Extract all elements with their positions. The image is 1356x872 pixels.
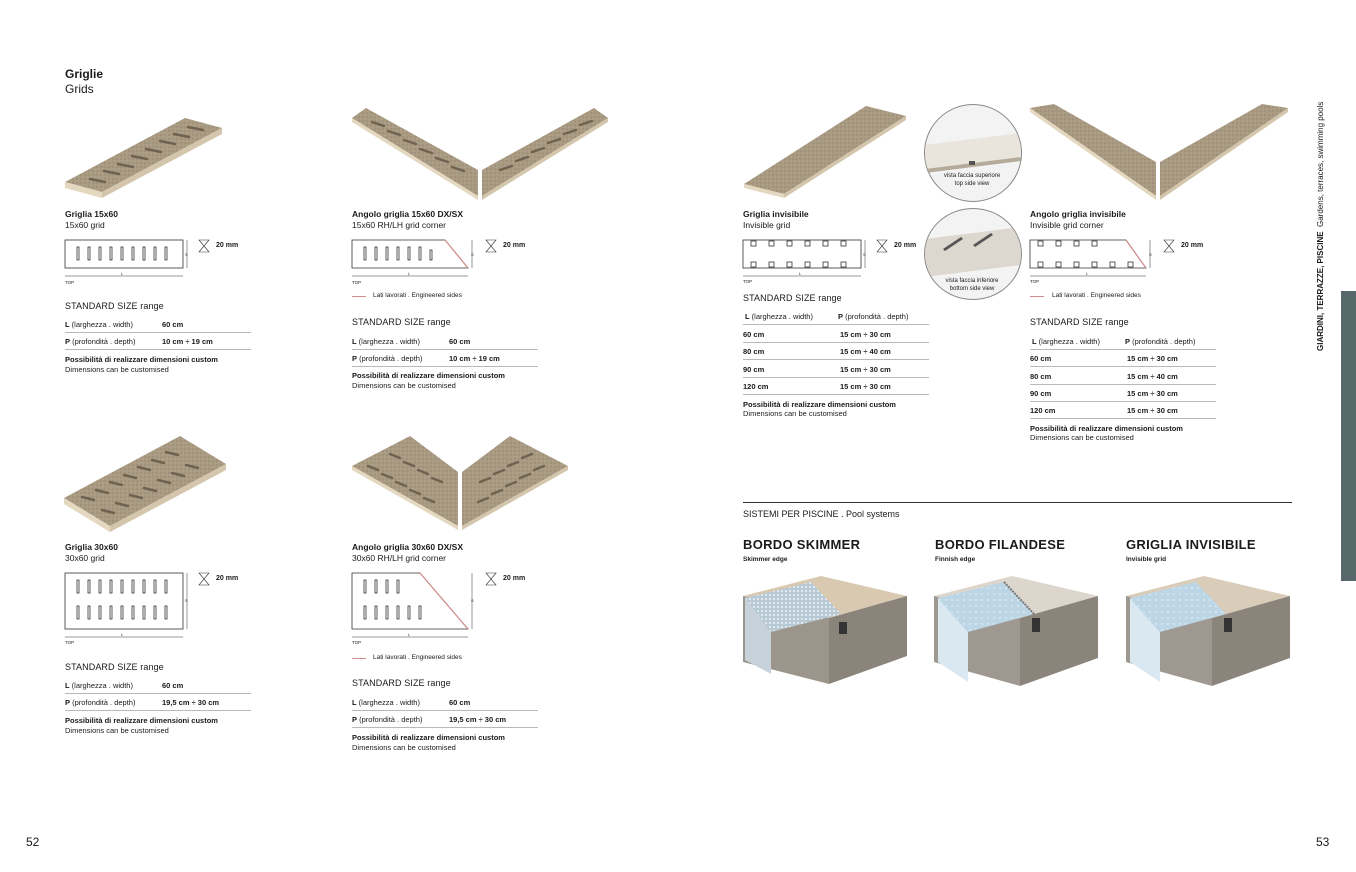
corner-30x60-image <box>350 434 572 534</box>
section-subtitle: Grids <box>65 82 94 96</box>
p2-sub: 15x60 RH/LH grid corner <box>352 220 447 230</box>
bottom-view-en: bottom side view <box>949 286 995 292</box>
p3-depth-value: 19,5 cm ÷ 30 cm <box>162 698 220 707</box>
p4-top-label: TOP <box>352 640 362 645</box>
p1-width-value: 60 cm <box>162 320 184 329</box>
p6-header-width: (larghezza . width) <box>1036 337 1100 346</box>
p6-engineered-mark <box>1030 296 1044 297</box>
p2-l-label: L <box>408 271 411 276</box>
table-row <box>1030 404 1216 419</box>
bottom-view-it: vista faccia inferiore <box>945 278 999 284</box>
finnish-edge-image <box>932 574 1102 690</box>
p3-row-width <box>65 679 251 694</box>
p6-r2-depth: 15 cm ÷ 40 cm <box>1127 372 1178 381</box>
table-row <box>743 380 929 395</box>
pool-divider <box>743 502 1292 503</box>
p1-width-label: (larghezza . width) <box>69 320 133 329</box>
p1-depth-value: 10 cm ÷ 19 cm <box>162 337 213 346</box>
invisible-grid-pool-image <box>1124 574 1294 690</box>
p5-r1-depth: 15 cm ÷ 30 cm <box>840 330 891 339</box>
p4-depth-key: P <box>352 715 358 724</box>
p5-note-it: Possibilità di realizzare dimensioni custom <box>743 400 896 409</box>
table-row <box>743 363 929 378</box>
side-tab <box>1341 291 1356 581</box>
p4-width-key: L <box>352 698 357 707</box>
p2-s-label: S <box>471 252 474 257</box>
p2-std-size: STANDARD SIZE range <box>352 317 451 327</box>
p2-note-it: Possibilità di realizzare dimensioni custom <box>352 371 505 380</box>
p2-thickness: 20 mm <box>503 242 526 249</box>
p5-header-depth: (profondità . depth) <box>843 312 909 321</box>
pool-item-3-sub: Invisible grid <box>1126 556 1167 563</box>
p3-sub: 30x60 grid <box>65 553 105 563</box>
p6-s-label: S <box>1149 252 1152 257</box>
p1-note-en: Dimensions can be customised <box>65 365 169 374</box>
skimmer-edge-image <box>741 574 911 686</box>
p6-header-width-key: L <box>1032 337 1037 346</box>
p4-row-width <box>352 696 538 711</box>
table-row <box>743 328 929 343</box>
p4-s-label: S <box>471 598 474 603</box>
p3-thickness: 20 mm <box>216 575 239 582</box>
table-row <box>1030 387 1216 402</box>
p6-top-label: TOP <box>1030 279 1040 284</box>
grid-15x60-image <box>60 110 230 200</box>
p2-row-width <box>352 335 538 350</box>
p6-r3-depth: 15 cm ÷ 30 cm <box>1127 389 1178 398</box>
p5-name: Griglia invisibile <box>743 209 809 219</box>
p5-top-label: TOP <box>743 279 753 284</box>
pool-item-1-sub: Skimmer edge <box>743 556 788 563</box>
p1-name: Griglia 15x60 <box>65 209 118 219</box>
pool-item-3-title: GRIGLIA INVISIBILE <box>1126 537 1256 552</box>
p6-thickness: 20 mm <box>1181 242 1204 249</box>
p5-header-width-key: L <box>745 312 750 321</box>
p6-r1-width: 60 cm <box>1030 354 1052 363</box>
p3-row-depth <box>65 696 251 711</box>
p1-note-it: Possibilità di realizzare dimensioni custom <box>65 355 218 364</box>
p6-r4-width: 120 cm <box>1030 406 1056 415</box>
p5-r2-depth: 15 cm ÷ 40 cm <box>840 347 891 356</box>
p5-note-en: Dimensions can be customised <box>743 409 847 418</box>
p4-name: Angolo griglia 30x60 DX/SX <box>352 542 464 552</box>
p3-note-en: Dimensions can be customised <box>65 726 169 735</box>
p3-width-label: (larghezza . width) <box>69 681 133 690</box>
p4-std-size: STANDARD SIZE range <box>352 678 451 688</box>
p5-r1-width: 60 cm <box>743 330 765 339</box>
p6-r4-depth: 15 cm ÷ 30 cm <box>1127 406 1178 415</box>
p6-l-label: L <box>1086 271 1089 276</box>
p2-width-value: 60 cm <box>449 337 471 346</box>
p2-depth-key: P <box>352 354 358 363</box>
p6-header-depth-key: P <box>1125 337 1131 346</box>
page-number-left: 52 <box>26 835 40 849</box>
p1-row-depth <box>65 335 251 350</box>
p4-sub: 30x60 RH/LH grid corner <box>352 553 447 563</box>
p2-note-en: Dimensions can be customised <box>352 381 456 390</box>
p2-name: Angolo griglia 15x60 DX/SX <box>352 209 464 219</box>
p1-l-label: L <box>121 271 124 276</box>
p4-width-label: (larghezza . width) <box>356 698 420 707</box>
grid-30x60-image <box>60 432 232 536</box>
top-view-caption <box>924 172 1020 188</box>
p1-sub: 15x60 grid <box>65 220 105 230</box>
p3-depth-key: P <box>65 698 71 707</box>
invisible-grid-image <box>740 102 910 200</box>
p4-depth-label: (profondità . depth) <box>357 715 423 724</box>
p4-width-value: 60 cm <box>449 698 471 707</box>
p3-note-it: Possibilità di realizzare dimensioni custom <box>65 716 218 725</box>
top-view-en: top side view <box>954 181 990 187</box>
p4-note-en: Dimensions can be customised <box>352 743 456 752</box>
p5-header-row <box>743 310 929 325</box>
table-row <box>743 345 929 360</box>
p3-top-label: TOP <box>65 640 75 645</box>
p4-engineered: Lati lavorati . Engineered sides <box>373 654 462 661</box>
side-title-rest: Gardens, terraces, swimming pools <box>1316 101 1325 227</box>
table-row <box>1030 370 1216 385</box>
p3-width-value: 60 cm <box>162 681 184 690</box>
p2-engineered: Lati lavorati . Engineered sides <box>373 292 462 299</box>
pool-item-2-title: BORDO FILANDESE <box>935 537 1066 552</box>
p5-l-label: L <box>799 271 802 276</box>
table-row <box>1030 352 1216 367</box>
p6-std-size: STANDARD SIZE range <box>1030 317 1129 327</box>
p5-std-size: STANDARD SIZE range <box>743 293 842 303</box>
p1-top-label: TOP <box>65 280 75 285</box>
p2-top-label: TOP <box>352 280 362 285</box>
p3-name: Griglia 30x60 <box>65 542 118 552</box>
p6-engineered: Lati lavorati . Engineered sides <box>1052 292 1141 299</box>
p2-width-key: L <box>352 337 357 346</box>
p5-s-label: S <box>863 252 866 257</box>
corner-15x60-image <box>350 104 612 202</box>
p4-thickness: 20 mm <box>503 575 526 582</box>
p3-width-key: L <box>65 681 70 690</box>
pool-item-1-title: BORDO SKIMMER <box>743 537 861 552</box>
p1-thickness: 20 mm <box>216 242 239 249</box>
bottom-view-caption <box>924 277 1020 293</box>
pool-item-2-sub: Finnish edge <box>935 556 976 563</box>
p6-header-depth: (profondità . depth) <box>1130 337 1196 346</box>
p3-s-label: S <box>185 598 188 603</box>
p2-engineered-mark <box>352 296 366 297</box>
top-view-it: vista faccia superiore <box>943 173 1001 179</box>
p1-s-label: S <box>185 252 188 257</box>
page-number-right: 53 <box>1316 835 1330 849</box>
p3-std-size: STANDARD SIZE range <box>65 662 164 672</box>
p4-depth-value: 19,5 cm ÷ 30 cm <box>449 715 507 724</box>
p1-width-key: L <box>65 320 70 329</box>
side-title <box>1316 102 1325 351</box>
p4-row-depth <box>352 713 538 728</box>
p2-depth-label: (profondità . depth) <box>357 354 423 363</box>
p6-r1-depth: 15 cm ÷ 30 cm <box>1127 354 1178 363</box>
p5-thickness: 20 mm <box>894 242 917 249</box>
p5-r4-depth: 15 cm ÷ 30 cm <box>840 382 891 391</box>
p6-sub: Invisible grid corner <box>1030 220 1104 230</box>
p6-note-it: Possibilità di realizzare dimensioni custom <box>1030 424 1183 433</box>
section-title: Griglie <box>65 67 104 81</box>
p6-r3-width: 90 cm <box>1030 389 1052 398</box>
p5-header-depth-key: P <box>838 312 844 321</box>
p5-r2-width: 80 cm <box>743 347 765 356</box>
p6-name: Angolo griglia invisibile <box>1030 209 1126 219</box>
p1-std-size: STANDARD SIZE range <box>65 301 164 311</box>
p4-engineered-mark <box>352 658 366 659</box>
p2-width-label: (larghezza . width) <box>356 337 420 346</box>
p5-header-width: (larghezza . width) <box>749 312 813 321</box>
p5-r3-depth: 15 cm ÷ 30 cm <box>840 365 891 374</box>
p1-depth-key: P <box>65 337 71 346</box>
p6-r2-width: 80 cm <box>1030 372 1052 381</box>
p5-r4-width: 120 cm <box>743 382 769 391</box>
p1-depth-label: (profondità . depth) <box>70 337 136 346</box>
p2-depth-value: 10 cm ÷ 19 cm <box>449 354 500 363</box>
p6-note-en: Dimensions can be customised <box>1030 433 1134 442</box>
p3-l-label: L <box>121 632 124 637</box>
invisible-corner-image <box>1028 102 1292 202</box>
p5-sub: Invisible grid <box>743 220 791 230</box>
pool-heading: SISTEMI PER PISCINE . Pool systems <box>743 509 900 519</box>
p3-depth-label: (profondità . depth) <box>70 698 136 707</box>
p2-row-depth <box>352 352 538 367</box>
p4-l-label: L <box>408 632 411 637</box>
p4-note-it: Possibilità di realizzare dimensioni custom <box>352 733 505 742</box>
p1-row-width <box>65 318 251 333</box>
p5-r3-width: 90 cm <box>743 365 765 374</box>
side-title-bold: GIARDINI, TERRAZZE, PISCINE <box>1316 231 1325 351</box>
p6-header-row <box>1030 335 1216 350</box>
